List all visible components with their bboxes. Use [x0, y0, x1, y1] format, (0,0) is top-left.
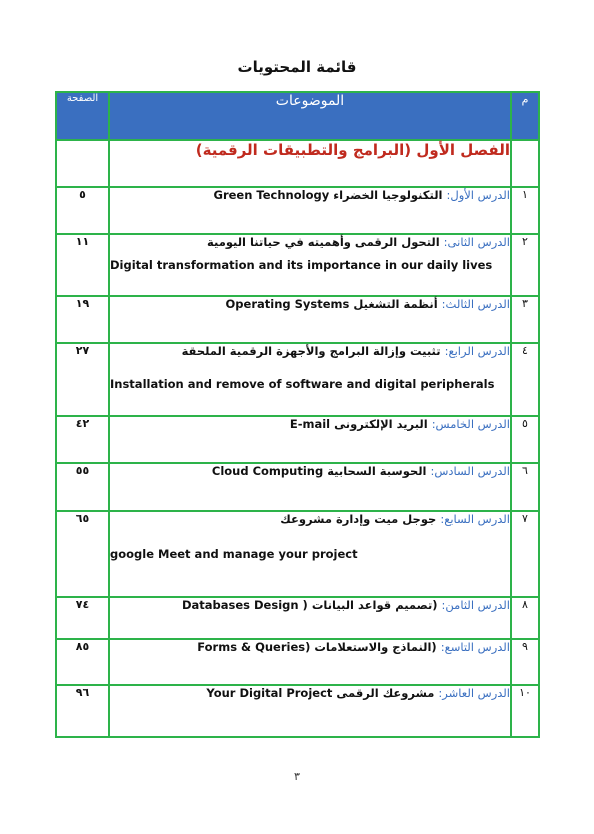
- table-row: [56, 416, 539, 463]
- lesson-topic: [109, 343, 511, 416]
- lesson-page: ٩٦: [56, 685, 109, 737]
- header-num: م: [511, 92, 539, 140]
- lesson-number: ٧: [511, 511, 539, 597]
- lesson-title-ar: مشروعك الرقمى: [336, 686, 435, 700]
- header-page: الصفحة: [56, 92, 109, 140]
- lesson-title-en: Green Technology: [213, 188, 330, 202]
- lesson-topic: [109, 296, 511, 343]
- lesson-title-ar: (النماذج والاستعلامات: [314, 640, 437, 654]
- lesson-title-ar: أنظمة التشغيل: [353, 297, 438, 311]
- chapter-row: [56, 140, 539, 187]
- lesson-number: ٤: [511, 343, 539, 416]
- lesson-number: ٨: [511, 597, 539, 639]
- lesson-number: ٣: [511, 296, 539, 343]
- lesson-topic: [109, 463, 511, 511]
- lesson-topic: [109, 234, 511, 296]
- lesson-title-ar: الحوسبة السحابية: [327, 464, 427, 478]
- lesson-title-en: Databases Design ): [181, 598, 308, 612]
- lesson-label: الدرس العاشر:: [438, 686, 510, 700]
- table-row: [56, 234, 539, 296]
- lesson-page: ٧٤: [56, 597, 109, 639]
- chapter-num-cell: [511, 140, 539, 187]
- lesson-title-en: Installation and remove of software and digital peripherals: [110, 376, 495, 391]
- lesson-title-ar: (تصميم قواعد البيانات: [311, 598, 438, 612]
- toc-header-row: [56, 92, 539, 140]
- lesson-number: ٢: [511, 234, 539, 296]
- lesson-title-ar: تثبيت وإزالة البرامج والأجهزة الرقمية الملحقة: [181, 344, 441, 358]
- page-number: ٣: [294, 770, 300, 783]
- lesson-title-ar: التحول الرقمى وأهميته في حياتنا اليومية: [207, 235, 440, 249]
- lesson-title-en: Your Digital Project: [206, 686, 333, 700]
- lesson-title-en: Operating Systems: [225, 297, 350, 311]
- lesson-label: الدرس التاسع:: [440, 640, 510, 654]
- lesson-page: ٥٥: [56, 463, 109, 511]
- lesson-title-en: Digital transformation and its importance in our daily lives: [110, 257, 493, 272]
- lesson-topic: [109, 639, 511, 685]
- lesson-title-ar: البريد الإلكترونى: [334, 417, 428, 431]
- table-row: [56, 463, 539, 511]
- lesson-title-ar: جوجل ميت وإدارة مشروعك: [280, 512, 437, 526]
- chapter-page-cell: [56, 140, 109, 187]
- lesson-title-en: Forms & Queries): [197, 640, 311, 654]
- table-row: [56, 296, 539, 343]
- lesson-label: الدرس السادس:: [430, 464, 510, 478]
- lesson-label: الدرس الثامن:: [441, 598, 510, 612]
- lesson-title-en: Cloud Computing: [211, 464, 324, 478]
- header-topics: الموضوعات: [109, 92, 511, 140]
- lesson-page: ١١: [56, 234, 109, 296]
- toc-table: [55, 91, 540, 738]
- table-row: [56, 685, 539, 737]
- lesson-label: الدرس الثانى:: [443, 235, 510, 249]
- table-row: [56, 187, 539, 234]
- lesson-label: الدرس الخامس:: [431, 417, 510, 431]
- lesson-topic: [109, 187, 511, 234]
- chapter-title: الفصل الأول (البرامج والتطبيقات الرقمية): [109, 140, 511, 187]
- lesson-number: ٥: [511, 416, 539, 463]
- lesson-page: ٦٥: [56, 511, 109, 597]
- lesson-topic: [109, 597, 511, 639]
- lesson-topic: [109, 416, 511, 463]
- lesson-title-en: google Meet and manage your project: [110, 546, 358, 561]
- table-row: [56, 639, 539, 685]
- lesson-page: ٨٥: [56, 639, 109, 685]
- lesson-label: الدرس الأول:: [446, 188, 510, 202]
- lesson-number: ١٠: [511, 685, 539, 737]
- lesson-topic: [109, 685, 511, 737]
- table-row: [56, 343, 539, 416]
- lesson-label: الدرس الثالث:: [441, 297, 510, 311]
- lesson-label: الدرس السابع:: [440, 512, 510, 526]
- table-row: [56, 597, 539, 639]
- lesson-page: ٢٧: [56, 343, 109, 416]
- lesson-topic: [109, 511, 511, 597]
- lesson-number: ٦: [511, 463, 539, 511]
- lesson-page: ١٩: [56, 296, 109, 343]
- lesson-label: الدرس الرابع:: [444, 344, 510, 358]
- lesson-number: ٩: [511, 639, 539, 685]
- lesson-title-ar: التكنولوجيا الخضراء: [333, 188, 443, 202]
- lesson-number: ١: [511, 187, 539, 234]
- table-row: [56, 511, 539, 597]
- page-title: قائمة المحتويات: [237, 58, 357, 76]
- lesson-title-en: E-mail: [289, 417, 331, 431]
- lesson-page: ٤٢: [56, 416, 109, 463]
- lesson-page: ٥: [56, 187, 109, 234]
